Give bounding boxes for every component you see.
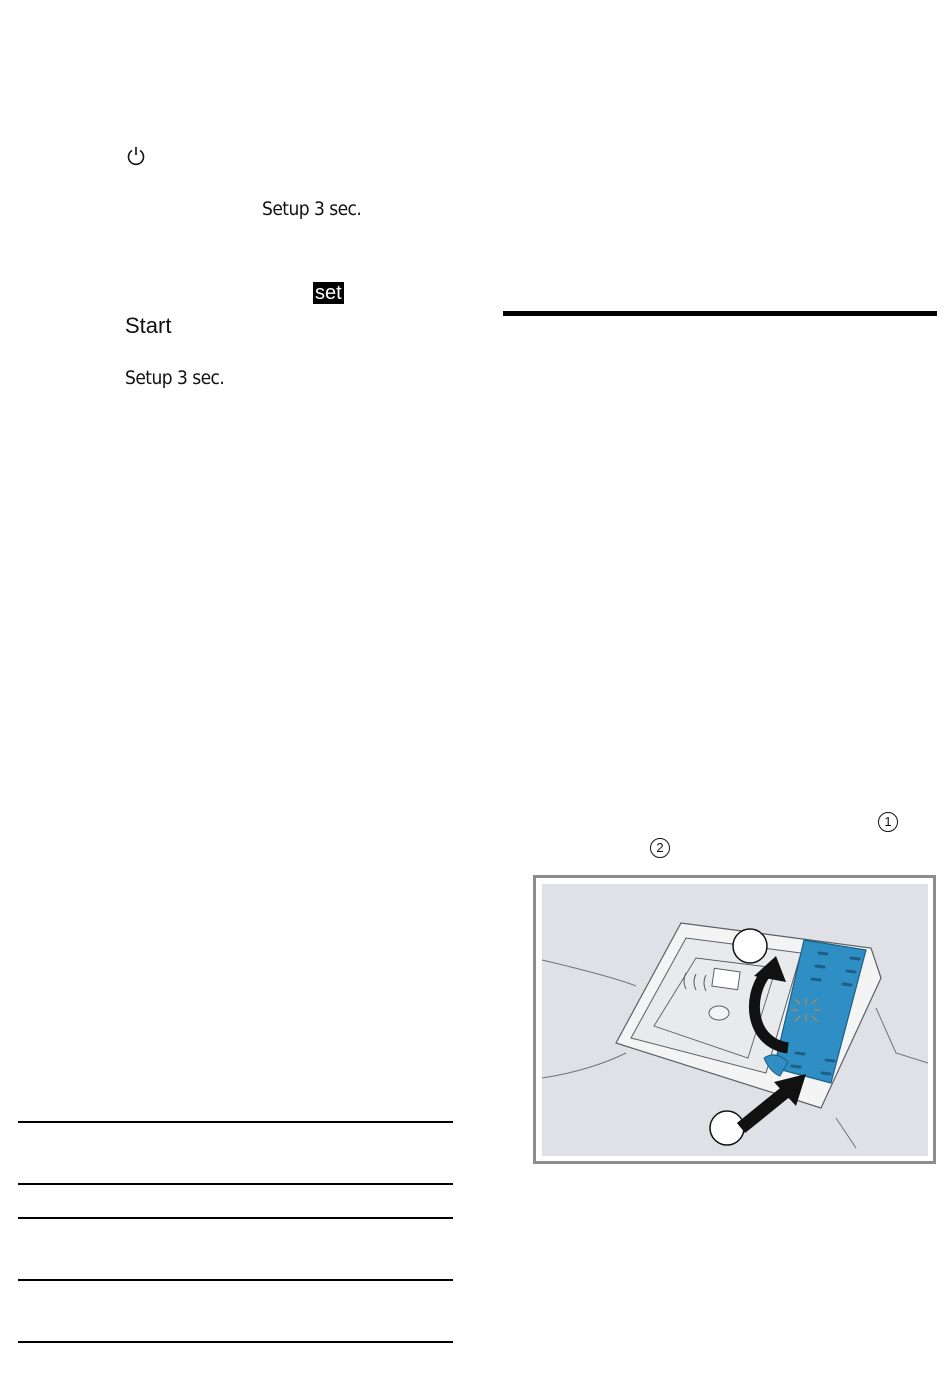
table-rule-1 <box>18 1121 453 1123</box>
section-heading-rule <box>503 311 937 316</box>
set-badge: set <box>315 282 342 304</box>
dispenser-illustration <box>536 878 933 1161</box>
setup-text-2: Setup 3 sec. <box>125 367 225 389</box>
start-label: Start <box>125 313 172 338</box>
table-rule-4 <box>18 1279 453 1281</box>
callout-number-2: 2 <box>650 838 670 858</box>
rinse-aid-dispenser-figure <box>533 875 936 1164</box>
table-rule-2 <box>18 1183 453 1185</box>
setup-text-1: Setup 3 sec. <box>262 198 362 220</box>
callout-number-1: 1 <box>878 812 898 832</box>
power-icon <box>125 145 147 167</box>
table-rule-5 <box>18 1341 453 1343</box>
table-rule-3 <box>18 1217 453 1219</box>
